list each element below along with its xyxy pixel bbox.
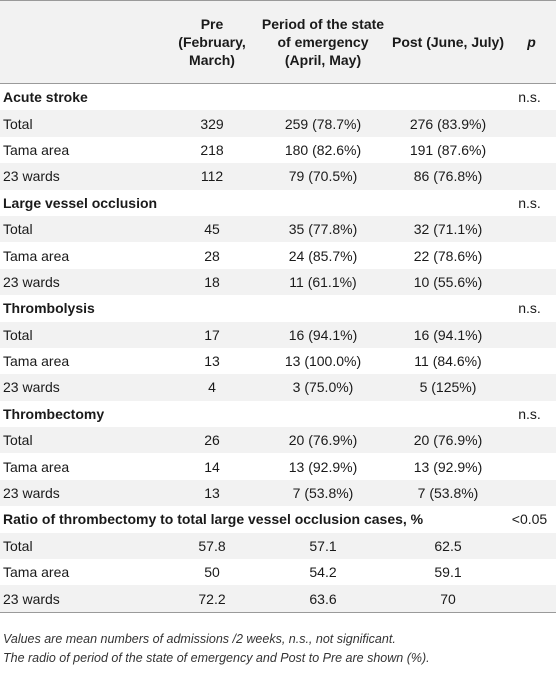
row-label: Tama area: [3, 564, 70, 581]
cell-pre: 72.2: [167, 585, 257, 612]
cell-p: [507, 427, 556, 453]
cell-emergency: 35 (77.8%): [257, 216, 389, 242]
cell-post: 86 (76.8%): [389, 163, 507, 189]
header-row: [0, 1, 556, 84]
p-value: n.s.: [518, 405, 541, 422]
p-value: n.s.: [518, 300, 541, 317]
row-label: 23 wards: [0, 480, 167, 506]
section-row: [0, 401, 556, 427]
section-row: [0, 84, 556, 111]
cell-pre: 57.8: [167, 533, 257, 559]
section-row: [0, 295, 556, 321]
table-row: [0, 585, 556, 612]
cell-post: 59.1: [434, 564, 462, 581]
cell-p: [507, 163, 556, 189]
cell-p: [507, 374, 556, 400]
table-row: [0, 242, 556, 268]
cell-emergency: 7 (53.8%): [257, 480, 389, 506]
cell-emergency: 57.1: [257, 533, 389, 559]
row-label: Total: [0, 427, 167, 453]
row-label: Total: [0, 533, 167, 559]
cell-post: 16 (94.1%): [389, 322, 507, 348]
cell-pre: 112: [167, 163, 257, 189]
footnote-line: The radio of period of the state of emergency and Post to Pre are shown (%).: [3, 651, 430, 665]
table-row: [0, 322, 556, 348]
row-label: Tama area: [3, 247, 70, 264]
section-title: Acute stroke: [3, 89, 88, 106]
cell-post: 70: [389, 585, 507, 612]
cell-pre: 17: [167, 322, 257, 348]
cell-p: [507, 322, 556, 348]
row-label: Tama area: [3, 141, 70, 158]
row-label: 23 wards: [0, 585, 167, 612]
row-label: Total: [0, 322, 167, 348]
cell-emergency: 54.2: [309, 564, 337, 581]
section-row: [0, 506, 556, 532]
cell-p: [507, 559, 556, 585]
cell-p: [507, 348, 556, 374]
cell-post: 20 (76.9%): [389, 427, 507, 453]
header-emergency: Period of the state of emergency (April, May): [257, 1, 389, 84]
cell-p: [507, 110, 556, 136]
row-label: Tama area: [3, 458, 70, 475]
table-row: [0, 348, 556, 374]
cell-pre: 28: [204, 247, 220, 264]
cell-pre: 13: [204, 353, 220, 370]
cell-post: 22 (78.6%): [413, 247, 483, 264]
cell-post: 11 (84.6%): [414, 353, 482, 370]
header-blank: [0, 1, 167, 84]
section-title: Large vessel occlusion: [3, 194, 158, 211]
cell-p: [507, 137, 556, 163]
cell-post: 13 (92.9%): [413, 458, 483, 475]
cell-emergency: 180 (82.6%): [284, 141, 362, 158]
cell-pre: 18: [167, 269, 257, 295]
row-label: 23 wards: [0, 163, 167, 189]
cell-pre: 329: [167, 110, 257, 136]
row-label: Tama area: [3, 353, 70, 370]
cell-post: 10 (55.6%): [389, 269, 507, 295]
cell-emergency: 259 (78.7%): [257, 110, 389, 136]
section-row: [0, 190, 556, 216]
header-p: p: [507, 1, 556, 84]
cell-post: 62.5: [389, 533, 507, 559]
table-footnote: [3, 630, 553, 668]
cell-emergency: 13 (92.9%): [288, 458, 358, 475]
header-post: Post (June, July): [389, 1, 507, 84]
cell-post: 276 (83.9%): [389, 110, 507, 136]
cell-emergency: 79 (70.5%): [257, 163, 389, 189]
cell-emergency: 11 (61.1%): [257, 269, 389, 295]
cell-pre: 26: [167, 427, 257, 453]
table-row: [0, 480, 556, 506]
cell-p: [507, 242, 556, 268]
section-title: Ratio of thrombectomy to total large vessel occlusion cases, %: [3, 511, 424, 528]
table-row: [0, 427, 556, 453]
cell-pre: 45: [167, 216, 257, 242]
cell-pre: 14: [204, 458, 220, 475]
cell-emergency: 63.6: [257, 585, 389, 612]
cell-post: 5 (125%): [389, 374, 507, 400]
cell-p: [507, 480, 556, 506]
table-row: [0, 216, 556, 242]
row-label: Total: [0, 216, 167, 242]
row-label: 23 wards: [0, 374, 167, 400]
cell-emergency: 16 (94.1%): [257, 322, 389, 348]
section-title: Thrombectomy: [3, 405, 105, 422]
cell-p: [507, 269, 556, 295]
table-row: [0, 453, 556, 479]
header-pre: Pre (February, March): [167, 1, 257, 84]
cell-pre: 50: [204, 564, 220, 581]
cell-emergency: 3 (75.0%): [257, 374, 389, 400]
table-row: [0, 137, 556, 163]
cell-post: 32 (71.1%): [389, 216, 507, 242]
table-row: [0, 269, 556, 295]
table-row: [0, 163, 556, 189]
table-row: [0, 110, 556, 136]
section-title: Thrombolysis: [3, 300, 95, 317]
cell-p: [507, 216, 556, 242]
row-label: 23 wards: [0, 269, 167, 295]
p-value: n.s.: [518, 89, 541, 106]
p-value: <0.05: [511, 511, 548, 528]
cell-emergency: 13 (100.0%): [284, 353, 362, 370]
cell-p: [507, 533, 556, 559]
table-row: [0, 374, 556, 400]
cell-p: [507, 585, 556, 612]
footnote-line: Values are mean numbers of admissions /2 weeks, n.s., not significant.: [3, 632, 396, 646]
table-row: [0, 533, 556, 559]
table-row: [0, 559, 556, 585]
cell-post: 191 (87.6%): [409, 141, 487, 158]
p-value: n.s.: [518, 194, 541, 211]
cell-emergency: 20 (76.9%): [257, 427, 389, 453]
cell-p: [507, 453, 556, 479]
row-label: Total: [0, 110, 167, 136]
cell-emergency: 24 (85.7%): [288, 247, 358, 264]
cell-pre: 218: [200, 141, 224, 158]
cell-pre: 13: [167, 480, 257, 506]
cell-pre: 4: [167, 374, 257, 400]
cell-post: 7 (53.8%): [389, 480, 507, 506]
